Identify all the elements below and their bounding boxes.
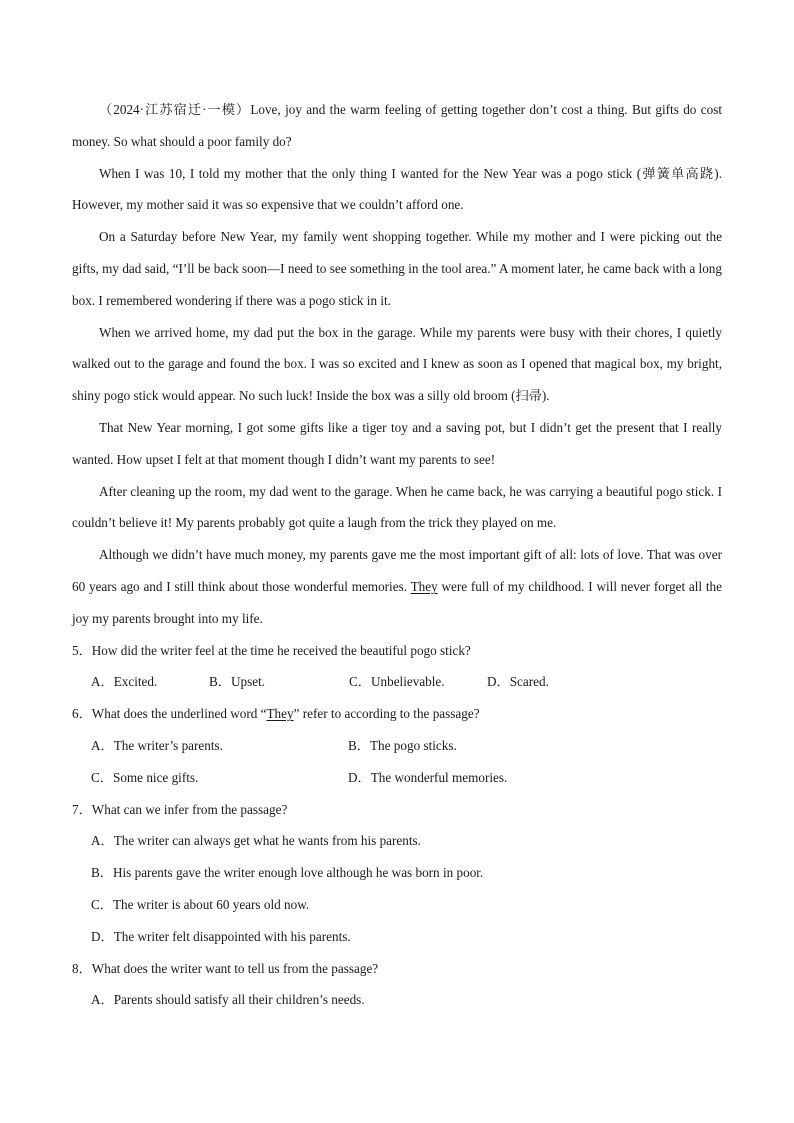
- question-7-option-c[interactable]: C．The writer is about 60 years old now.: [91, 896, 310, 912]
- question-5-option-c[interactable]: C．Unbelievable.: [349, 674, 445, 690]
- question-6-option-b[interactable]: B．The pogo sticks.: [348, 737, 457, 753]
- question-6-option-a[interactable]: A．The writer’s parents.: [91, 737, 223, 753]
- question-8-stem: 8．What does the writer want to tell us from the passage?: [72, 960, 379, 976]
- passage-paragraph-1-text: Love, joy and the warm feeling of getting together don’t cost a thing. But gifts do cost money. So what should a poor family do?: [72, 102, 722, 149]
- question-7-option-d[interactable]: D．The writer felt disappointed with his parents.: [91, 928, 351, 944]
- question-6-options-row-2: [72, 762, 722, 794]
- question-7-stem: 7．What can we infer from the passage?: [72, 801, 288, 817]
- passage-source: （2024·江苏宿迁·一模）: [99, 102, 251, 117]
- passage-paragraph-7-end: were full of my childhood. I will never forget all the joy my parents brought into my life.: [72, 578, 722, 626]
- passage-paragraph-5: That New Year morning, I got some gifts like a tiger toy and a saving pot, but I didn’t get the present that I really wanted. How upset I felt at that moment though I didn’t want my parents to see!: [72, 419, 722, 467]
- question-6-underlined-word: They: [266, 706, 294, 722]
- question-5-options: [72, 666, 722, 698]
- question-6-stem-start: 6．What does the underlined word “: [72, 706, 267, 722]
- question-7-option-a[interactable]: A．The writer can always get what he wants from his parents.: [91, 833, 421, 849]
- question-7-option-b[interactable]: B．His parents gave the writer enough love although he was born in poor.: [91, 865, 484, 881]
- passage-paragraph-6: After cleaning up the room, my dad went to the garage. When he came back, he was carrying a beautiful pogo stick. I couldn’t believe it! My parents probably got quite a laugh from the trick they played on me.: [72, 483, 722, 531]
- question-6-option-c[interactable]: C．Some nice gifts.: [91, 769, 199, 785]
- passage-paragraph-1: [72, 94, 722, 158]
- question-5-stem: 5．How did the writer feel at the time he received the beautiful pogo stick?: [72, 642, 471, 658]
- question-5-option-a[interactable]: A．Excited.: [91, 674, 158, 690]
- question-6-stem: [72, 698, 722, 730]
- question-5-option-d[interactable]: D．Scared.: [487, 674, 549, 690]
- question-6-stem-end: ” refer to according to the passage?: [293, 706, 480, 722]
- underlined-word-they: They: [410, 578, 438, 594]
- passage-paragraph-7: [72, 539, 722, 634]
- question-6-options-row-1: [72, 730, 722, 762]
- question-8-option-a[interactable]: A．Parents should satisfy all their children’s needs.: [91, 992, 365, 1008]
- question-5-option-b[interactable]: B．Upset.: [209, 674, 266, 690]
- passage-paragraph-7-start: Although we didn’t have much money, my parents gave me the most important gift of all: lots of love. That was over 60 years ago and I still think about those wonderful memories.: [72, 547, 722, 594]
- document-page: [72, 94, 722, 1016]
- question-6-option-d[interactable]: D．The wonderful memories.: [348, 769, 508, 785]
- passage-paragraph-4: When we arrived home, my dad put the box in the garage. While my parents were busy with their chores, I quietly walked out to the garage and found the box. I was so excited and I knew as soon as I opened that magical box, my bright, shiny pogo stick would appear. No such luck! Inside the box was a silly old broom (扫帚).: [72, 324, 722, 404]
- passage-paragraph-3: On a Saturday before New Year, my family went shopping together. While my mother and I were picking out the gifts, my dad said, “I’ll be back soon—I need to see something in the tool area.” A moment later, he came back with a long box. I remembered wondering if there was a pogo stick in it.: [72, 229, 722, 308]
- passage-paragraph-2: When I was 10, I told my mother that the only thing I wanted for the New Year was a pogo stick (弹簧单高跷). However, my mother said it was so expensive that we couldn’t afford one.: [72, 165, 722, 213]
